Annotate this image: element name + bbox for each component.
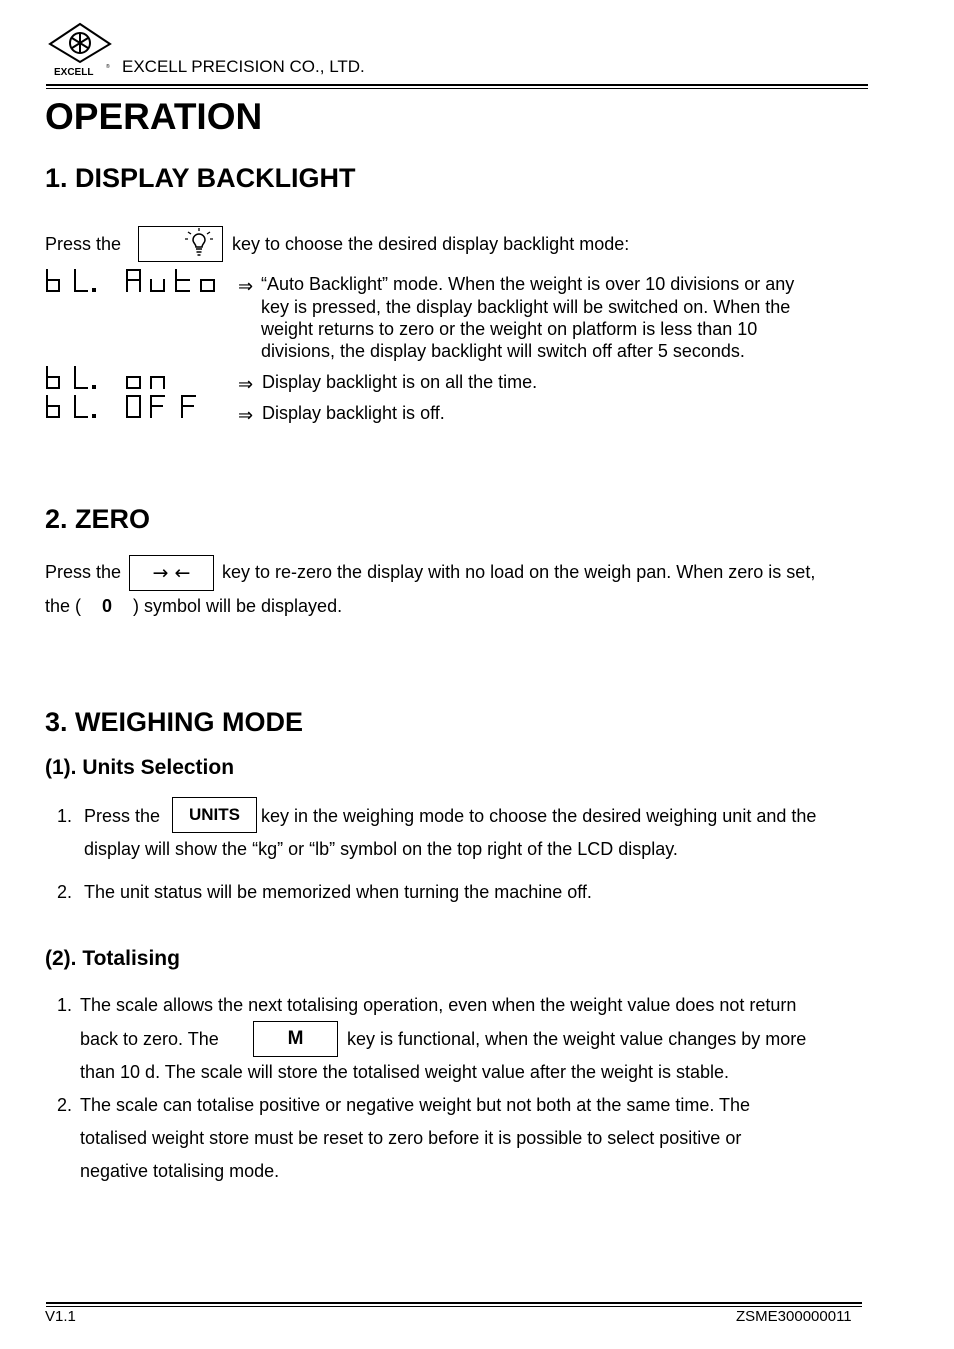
zero-key bbox=[129, 555, 214, 591]
zero-line1-post: key to re-zero the display with no load on the weigh pan. When zero is set, bbox=[222, 562, 816, 582]
units-item1-pre: Press the bbox=[84, 806, 161, 826]
mode-on-text: Display backlight is on all the time. bbox=[262, 372, 538, 392]
units-item1-post: key in the weighing mode to choose the desired weighing unit and the bbox=[261, 806, 817, 826]
arrow-icon: ⇒ bbox=[238, 374, 254, 395]
lcd-bl-auto bbox=[45, 268, 235, 294]
units-item2-text: The unit status will be memorized when turning the machine off. bbox=[84, 882, 592, 902]
mode-auto-line-4: divisions, the display backlight will switch off after 5 seconds. bbox=[261, 341, 745, 361]
arrow-icon: ⇒ bbox=[238, 276, 254, 297]
header-divider bbox=[46, 84, 868, 89]
totalising-item1-line2-pre: back to zero. The bbox=[80, 1029, 219, 1049]
svg-text:®: ® bbox=[106, 64, 110, 70]
zero-line2-pre: the ( bbox=[45, 596, 82, 616]
units-key bbox=[172, 797, 257, 833]
backlight-intro-post: key to choose the desired display backlight mode: bbox=[232, 234, 630, 254]
memory-key-label: M bbox=[287, 1028, 304, 1049]
units-item1-line2: display will show the “kg” or “lb” symbol on the top right of the LCD display. bbox=[84, 839, 678, 859]
memory-key bbox=[253, 1021, 338, 1057]
units-key-label: UNITS bbox=[189, 805, 240, 824]
totalising-item1-line3: than 10 d. The scale will store the totalised weight value after the weight is stable. bbox=[80, 1062, 730, 1082]
totalising-item1-line2-post: key is functional, when the weight value changes by more bbox=[347, 1029, 807, 1049]
subheading-units: (1). Units Selection bbox=[45, 756, 235, 779]
mode-auto-line-2: key is pressed, the display backlight will be switched on. When the bbox=[261, 297, 791, 317]
subheading-totalising: (2). Totalising bbox=[45, 947, 180, 970]
section-heading-backlight: 1. DISPLAY BACKLIGHT bbox=[45, 163, 356, 193]
backlight-key bbox=[138, 226, 223, 262]
zero-line1-pre: Press the bbox=[45, 562, 122, 582]
units-item1-number: 1. bbox=[57, 806, 73, 826]
footer-version: V1.1 bbox=[45, 1308, 76, 1325]
company-logo bbox=[46, 22, 116, 78]
arrow-icon: ⇒ bbox=[238, 405, 254, 426]
totalising-item2-line1: The scale can totalise positive or negative weight but not both at the same time. The bbox=[80, 1095, 751, 1115]
section-heading-zero: 2. ZERO bbox=[45, 504, 151, 534]
mode-auto-line-1: “Auto Backlight” mode. When the weight is over 10 divisions or any bbox=[261, 274, 795, 294]
totalising-item1-line1: The scale allows the next totalising operation, even when the weight value does not return bbox=[80, 995, 797, 1015]
units-item2-number: 2. bbox=[57, 882, 73, 902]
mode-auto-line-3: weight returns to zero or the weight on platform is less than 10 bbox=[261, 319, 758, 339]
mode-off-text: Display backlight is off. bbox=[262, 403, 445, 423]
section-heading-weighing: 3. WEIGHING MODE bbox=[45, 707, 304, 737]
zero-symbol: 0 bbox=[102, 596, 113, 616]
footer-divider bbox=[46, 1302, 862, 1307]
company-name: EXCELL PRECISION CO., LTD. bbox=[122, 57, 365, 76]
zero-line2-post: ) symbol will be displayed. bbox=[133, 596, 343, 616]
page-title: OPERATION bbox=[45, 96, 263, 137]
totalising-item2-line2: totalised weight store must be reset to zero before it is possible to select positive or bbox=[80, 1128, 742, 1148]
totalising-item1-number: 1. bbox=[57, 995, 73, 1015]
zero-key-label: → ← bbox=[152, 562, 191, 584]
totalising-item2-line3: negative totalising mode. bbox=[80, 1161, 280, 1181]
lcd-bl-off bbox=[45, 394, 235, 420]
footer-doc-code: ZSME300000011 bbox=[736, 1308, 852, 1325]
backlight-intro-pre: Press the bbox=[45, 234, 122, 254]
lightbulb-icon bbox=[182, 227, 216, 262]
lcd-bl-on bbox=[45, 365, 235, 391]
totalising-item2-number: 2. bbox=[57, 1095, 73, 1115]
logo-text: EXCELL bbox=[54, 67, 94, 78]
